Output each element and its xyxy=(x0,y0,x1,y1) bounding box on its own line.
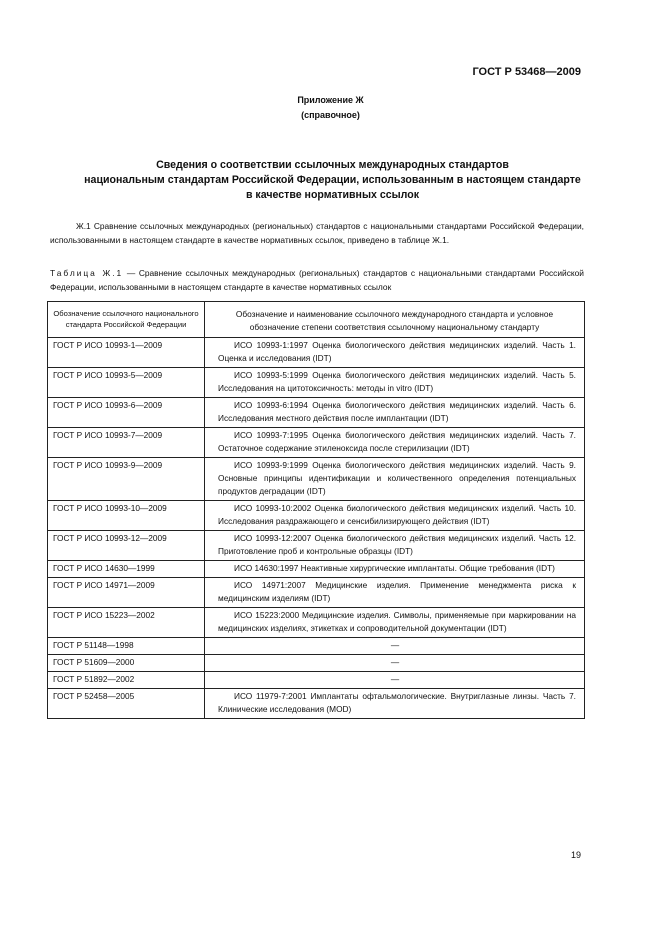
international-standard-cell: ИСО 10993-6:1994 Оценка биологического действия медицинских изделий. Часть 6. Исследования местного действия после имплантации (IDT) xyxy=(205,398,585,428)
table-row xyxy=(48,458,585,501)
national-standard-cell: ГОСТ Р ИСО 10993-9—2009 xyxy=(48,458,205,501)
international-standard-cell: ИСО 11979-7:2001 Имплантаты офтальмологические. Внутриглазные линзы. Часть 7. Клинические исследования (MOD) xyxy=(205,689,585,719)
document-code: ГОСТ Р 53468—2009 xyxy=(472,66,581,78)
table-row xyxy=(48,428,585,458)
national-standard-cell: ГОСТ Р ИСО 10993-1—2009 xyxy=(48,338,205,368)
table-row xyxy=(48,689,585,719)
table-caption-prefix: Таблица Ж.1 xyxy=(50,268,124,278)
table-row xyxy=(48,338,585,368)
international-standard-cell: — xyxy=(205,655,585,672)
international-standard-cell: ИСО 15223:2000 Медицинские изделия. Символы, применяемые при маркировании на медицинских изделиях, этикетках и сопроводительной документации (IDT) xyxy=(205,608,585,638)
section-title-line-3: в качестве нормативных ссылок xyxy=(245,189,420,201)
table-caption-text: — Сравнение ссылочных международных (региональных) стандартов с национальными стандартами Российской Федерации, использованными в настоящем стандарте в качестве нормативных ссылок xyxy=(50,268,584,292)
international-standard-cell: ИСО 10993-9:1999 Оценка биологического действия медицинских изделий. Часть 9. Основные принципы идентификации и количественного определения потенциальных продуктов деградации (IDT) xyxy=(205,458,585,501)
international-standard-cell: — xyxy=(205,638,585,655)
international-standard-cell: ИСО 10993-10:2002 Оценка биологического действия медицинских изделий. Часть 10. Исследования раздражающего и сенсибилизирующего действия (IDT) xyxy=(205,501,585,531)
national-standard-cell: ГОСТ Р ИСО 10993-12—2009 xyxy=(48,531,205,561)
table-row xyxy=(48,655,585,672)
reference-table xyxy=(47,301,585,719)
section-title xyxy=(80,158,585,203)
national-standard-cell: ГОСТ Р ИСО 10993-10—2009 xyxy=(48,501,205,531)
table-row xyxy=(48,531,585,561)
intro-text: Ж.1 Сравнение ссылочных международных (региональных) стандартов с национальными стандартами Российской Федерации, использованными в настоящем стандарте в качестве нормативных ссылок, приведено в таблице Ж.1. xyxy=(50,221,584,245)
table-header-row xyxy=(48,302,585,338)
table-row xyxy=(48,638,585,655)
annex-title: Приложение Ж xyxy=(297,95,364,105)
table-row xyxy=(48,578,585,608)
header-national-standard: Обозначение ссылочного национального стандарта Российской Федерации xyxy=(48,302,205,338)
international-standard-cell: ИСО 10993-12:2007 Оценка биологического действия медицинских изделий. Часть 12. Приготовление проб и контрольные образцы (IDT) xyxy=(205,531,585,561)
national-standard-cell: ГОСТ Р ИСО 10993-5—2009 xyxy=(48,368,205,398)
international-standard-cell: ИСО 10993-5:1999 Оценка биологического действия медицинских изделий. Часть 5. Исследования на цитотоксичность: методы in vitro (IDT) xyxy=(205,368,585,398)
national-standard-cell: ГОСТ Р ИСО 10993-6—2009 xyxy=(48,398,205,428)
header-international-standard: Обозначение и наименование ссылочного международного стандарта и условное обозначение степени соответствия ссылочному национальному стандарту xyxy=(205,302,585,338)
international-standard-cell: ИСО 14971:2007 Медицинские изделия. Применение менеджмента риска к медицинским изделиям (IDT) xyxy=(205,578,585,608)
page-number: 19 xyxy=(570,850,581,860)
section-title-line-1: Сведения о соответствии ссылочных международных стандартов xyxy=(156,159,509,171)
national-standard-cell: ГОСТ Р 51892—2002 xyxy=(48,672,205,689)
table-row xyxy=(48,561,585,578)
annex-heading xyxy=(0,93,661,123)
table-row xyxy=(48,608,585,638)
national-standard-cell: ГОСТ Р ИСО 15223—2002 xyxy=(48,608,205,638)
table-row xyxy=(48,501,585,531)
international-standard-cell: ИСО 14630:1997 Неактивные хирургические имплантаты. Общие требования (IDT) xyxy=(205,561,585,578)
table-row xyxy=(48,368,585,398)
national-standard-cell: ГОСТ Р 51609—2000 xyxy=(48,655,205,672)
table-row xyxy=(48,672,585,689)
national-standard-cell: ГОСТ Р ИСО 14971—2009 xyxy=(48,578,205,608)
international-standard-cell: ИСО 10993-7:1995 Оценка биологического действия медицинских изделий. Часть 7. Остаточное содержание этиленоксида после стерилизации (IDT) xyxy=(205,428,585,458)
annex-subtitle: (справочное) xyxy=(301,110,360,120)
table-caption xyxy=(50,266,584,294)
section-title-line-2: национальным стандартам Российской Федерации, использованным в настоящем стандарте xyxy=(84,174,581,186)
international-standard-cell: ИСО 10993-1:1997 Оценка биологического действия медицинских изделий. Часть 1. Оценка и исследования (IDT) xyxy=(205,338,585,368)
table-row xyxy=(48,398,585,428)
national-standard-cell: ГОСТ Р ИСО 10993-7—2009 xyxy=(48,428,205,458)
national-standard-cell: ГОСТ Р 52458—2005 xyxy=(48,689,205,719)
national-standard-cell: ГОСТ Р ИСО 14630—1999 xyxy=(48,561,205,578)
national-standard-cell: ГОСТ Р 51148—1998 xyxy=(48,638,205,655)
international-standard-cell: — xyxy=(205,672,585,689)
intro-paragraph xyxy=(50,219,584,247)
